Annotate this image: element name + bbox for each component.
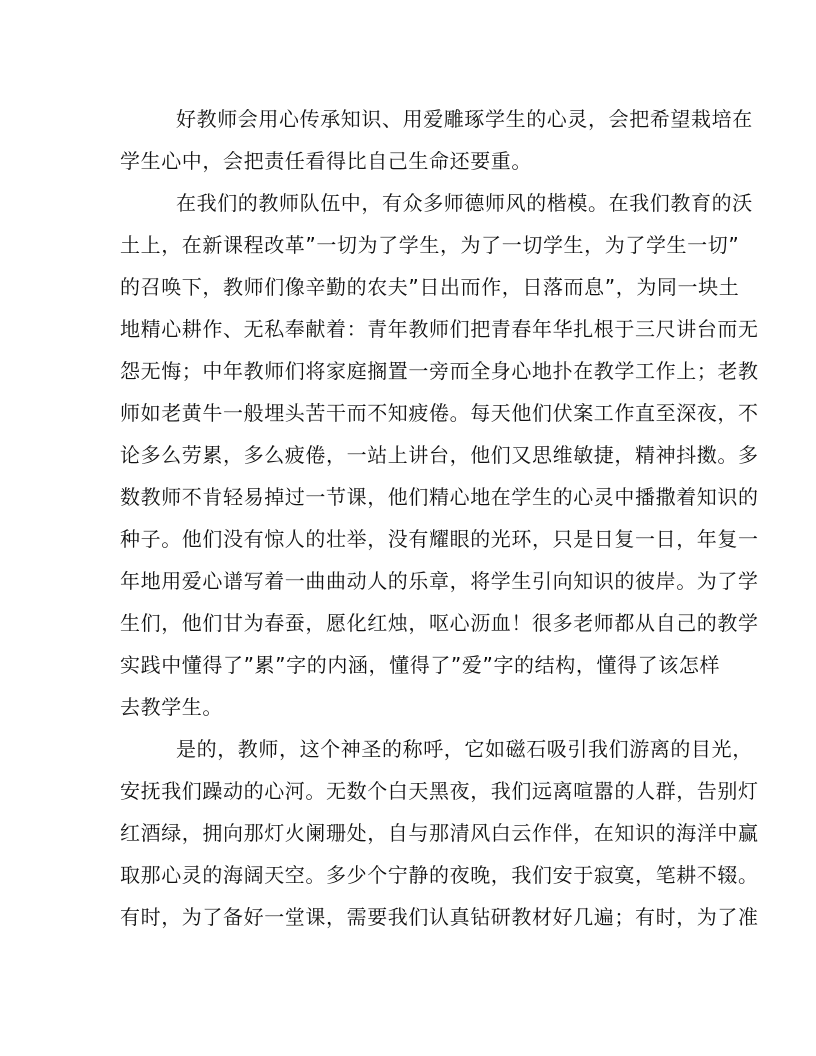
text-line: 有时，为了备好一堂课，需要我们认真钻研教材好几遍；有时，为了准 xyxy=(120,905,759,929)
text-line: 好教师会用心传承知识、用爱雕琢学生的心灵，会把希望栽培在 xyxy=(176,107,753,131)
text-line: 是的，教师，这个神圣的称呼，它如磁石吸引我们游离的目光， xyxy=(176,737,753,761)
text-line: 数教师不肯轻易掉过一节课，他们精心地在学生的心灵中播撒着知识的 xyxy=(120,485,759,509)
text-line: 安抚我们躁动的心河。无数个白天黑夜，我们远离喧嚣的人群，告别灯 xyxy=(120,779,759,803)
text-line: 的召唤下，教师们像辛勤的农夫”日出而作，日落而息”，为同一块土 xyxy=(120,275,740,299)
text-line: 土上，在新课程改革”一切为了学生，为了一切学生，为了学生一切” xyxy=(120,233,740,257)
text-line: 实践中懂得了”累”字的内涵，懂得了”爱”字的结构，懂得了该怎样 xyxy=(120,653,721,677)
text-line: 地精心耕作、无私奉献着：青年教师们把青春年华扎根于三尺讲台而无 xyxy=(120,317,759,341)
text-line: 论多么劳累，多么疲倦，一站上讲台，他们又思维敏捷，精神抖擞。多 xyxy=(120,443,759,467)
text-line: 去教学生。 xyxy=(120,695,223,719)
text-line: 在我们的教师队伍中，有众多师德师风的楷模。在我们教育的沃 xyxy=(176,191,753,215)
text-line: 生们，他们甘为春蚕，愿化红烛，呕心沥血！很多老师都从自己的教学 xyxy=(120,611,759,635)
text-line: 学生心中，会把责任看得比自己生命还要重。 xyxy=(120,149,532,173)
text-line: 怨无悔；中年教师们将家庭搁置一旁而全身心地扑在教学工作上；老教 xyxy=(120,359,759,383)
text-line: 取那心灵的海阔天空。多少个宁静的夜晚，我们安于寂寞，笔耕不辍。 xyxy=(120,863,759,887)
text-line: 师如老黄牛一般埋头苦干而不知疲倦。每天他们伏案工作直至深夜，不 xyxy=(120,401,759,425)
text-line: 种子。他们没有惊人的壮举，没有耀眼的光环，只是日复一日，年复一 xyxy=(120,527,759,551)
text-line: 年地用爱心谱写着一曲曲动人的乐章，将学生引向知识的彼岸。为了学 xyxy=(120,569,759,593)
text-line: 红酒绿，拥向那灯火阑珊处，自与那清风白云作伴，在知识的海洋中赢 xyxy=(120,821,759,845)
